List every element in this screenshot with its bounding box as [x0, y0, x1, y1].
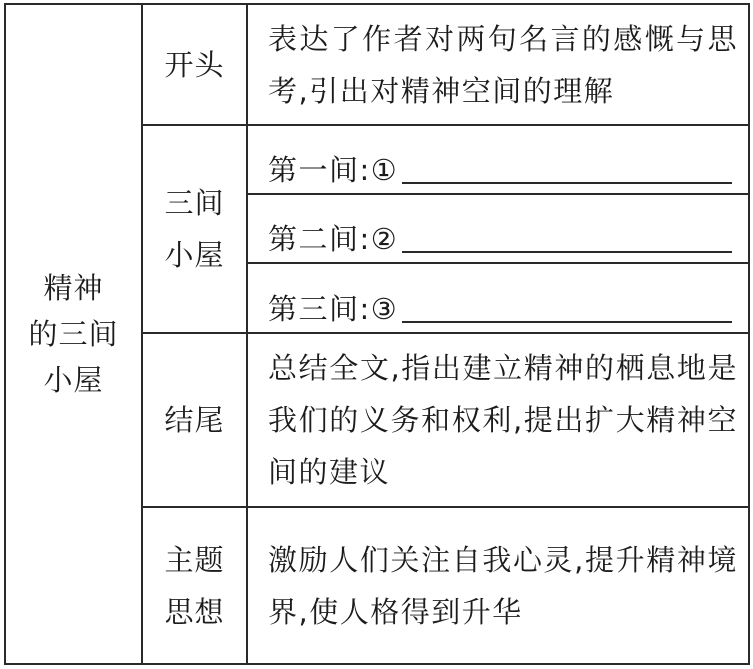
category-line: 精神 — [43, 271, 104, 305]
theme-text: 激励人们关注自我心灵,提升精神境界,使人格得到升华 — [268, 542, 738, 629]
category-line: 小屋 — [43, 363, 104, 397]
room-2-cell — [247, 194, 749, 263]
category-line: 的三间 — [28, 317, 119, 351]
room-2-label: 第二间:② — [268, 222, 399, 256]
rooms-heading-line: 三间 — [164, 186, 225, 220]
theme-content-cell — [247, 507, 749, 664]
theme-heading-line: 思想 — [164, 594, 225, 629]
rooms-heading-line: 小屋 — [164, 238, 225, 272]
room-2-answer-blank[interactable] — [402, 250, 732, 253]
room-1-cell — [247, 125, 749, 194]
outline-table — [4, 3, 750, 665]
room-1-label: 第一间:① — [268, 153, 399, 187]
category-cell — [5, 4, 142, 664]
opening-heading: 开头 — [164, 47, 225, 82]
ending-text: 总结全文,指出建立精神的栖息地是我们的义务和权利,提出扩大精神空间的建议 — [268, 351, 738, 489]
room-3-cell — [247, 263, 749, 333]
ending-content-cell — [247, 333, 749, 507]
room-1-answer-blank[interactable] — [402, 181, 732, 184]
row-opening — [5, 4, 749, 125]
ending-heading: 结尾 — [164, 403, 225, 437]
theme-heading-line: 主题 — [164, 542, 225, 577]
room-3-label: 第三间:③ — [268, 292, 399, 326]
opening-text: 表达了作者对两句名言的感慨与思考,引出对精神空间的理解 — [268, 21, 738, 108]
rooms-heading-cell — [142, 125, 247, 333]
opening-content-cell — [247, 4, 749, 125]
ending-heading-cell — [142, 333, 247, 507]
room-3-answer-blank[interactable] — [402, 320, 732, 323]
opening-heading-cell — [142, 4, 247, 125]
theme-heading-cell — [142, 507, 247, 664]
